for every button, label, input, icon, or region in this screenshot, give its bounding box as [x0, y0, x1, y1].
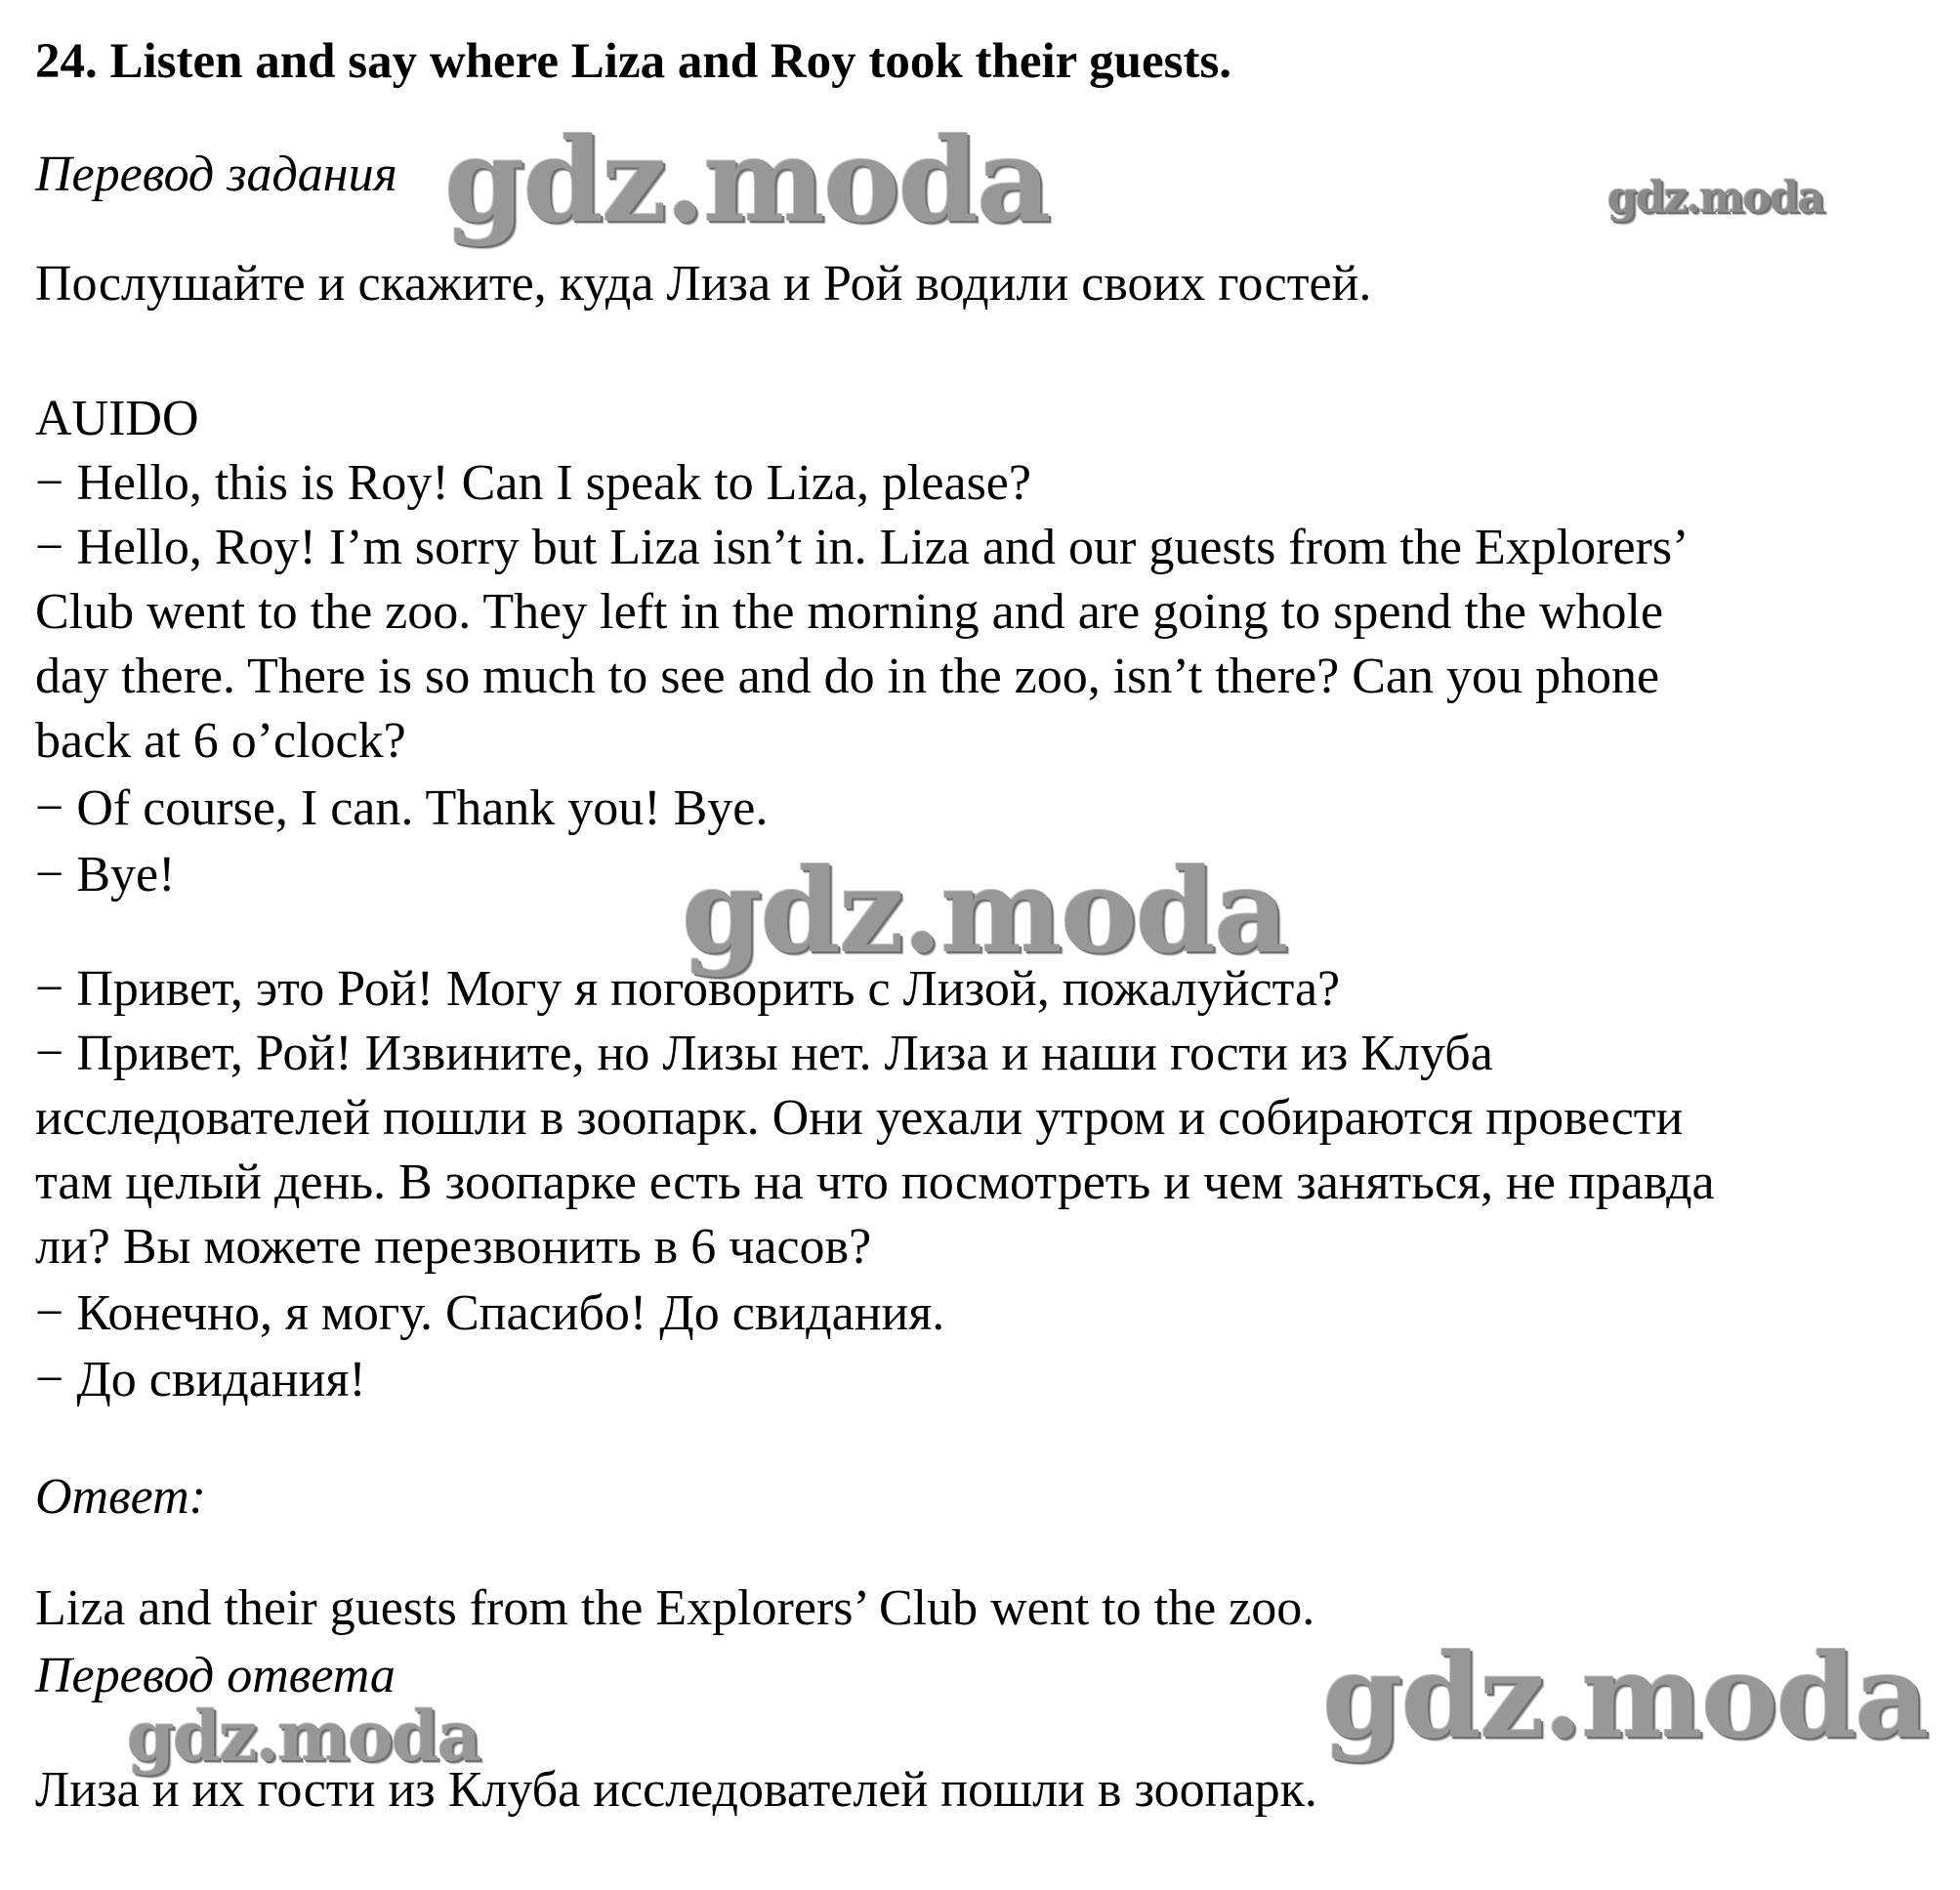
- answer-translation: Лиза и их гости из Клуба исследователей пошли в зоопарк.: [35, 1762, 1317, 1818]
- dialogue-en-line: − Bye!: [35, 847, 176, 903]
- task-translation: Послушайте и скажите, куда Лиза и Рой водили своих гостей.: [35, 256, 1372, 312]
- dialogue-ru-line: исследователей пошли в зоопарк. Они уехали утром и собираются провести: [35, 1090, 1684, 1146]
- dialogue-en-line: − Of course, I can. Thank you! Bye.: [35, 780, 769, 836]
- dialogue-ru-line: − Привет, Рой! Извините, но Лизы нет. Лиза и наши гости из Клуба: [35, 1026, 1493, 1081]
- dialogue-en-line: back at 6 o’clock?: [35, 713, 406, 769]
- dialogue-en-line: − Hello, Roy! I’m sorry but Liza isn’t in. Liza and our guests from the Explorers’: [35, 520, 1689, 575]
- dialogue-en-line: Club went to the zoo. They left in the morning and are going to spend the whole: [35, 584, 1664, 640]
- task-title: 24. Listen and say where Liza and Roy took their guests.: [35, 34, 1232, 89]
- dialogue-en-line: − Hello, this is Roy! Can I speak to Liza, please?: [35, 455, 1031, 511]
- watermark-logo: gdz.moda: [1322, 1628, 1928, 1764]
- answer-text: Liza and their guests from the Explorers’ Club went to the zoo.: [35, 1580, 1315, 1636]
- dialogue-ru-line: − Привет, это Рой! Могу я поговорить с Лизой, пожалуйста?: [35, 961, 1341, 1017]
- watermark-logo: gdz.moda: [127, 1696, 480, 1777]
- answer-translation-label: Перевод ответа: [35, 1648, 396, 1703]
- watermark-logo: gdz.moda: [444, 112, 1050, 248]
- watermark-logo: gdz.moda: [682, 843, 1287, 979]
- watermark-logo: gdz.moda: [1607, 173, 1824, 223]
- dialogue-en-line: day there. There is so much to see and do in the zoo, isn’t there? Can you phone: [35, 649, 1660, 704]
- dialogue-ru-line: ли? Вы можете перезвонить в 6 часов?: [35, 1219, 872, 1275]
- dialogue-ru-line: там целый день. В зоопарке есть на что посмотреть и чем заняться, не правда: [35, 1155, 1715, 1210]
- task-translation-label: Перевод задания: [35, 147, 397, 202]
- audio-label: AUIDO: [35, 391, 199, 446]
- dialogue-ru-line: − Конечно, я могу. Спасибо! До свидания.: [35, 1285, 945, 1341]
- answer-label: Ответ:: [35, 1469, 206, 1525]
- dialogue-ru-line: − До свидания!: [35, 1352, 366, 1407]
